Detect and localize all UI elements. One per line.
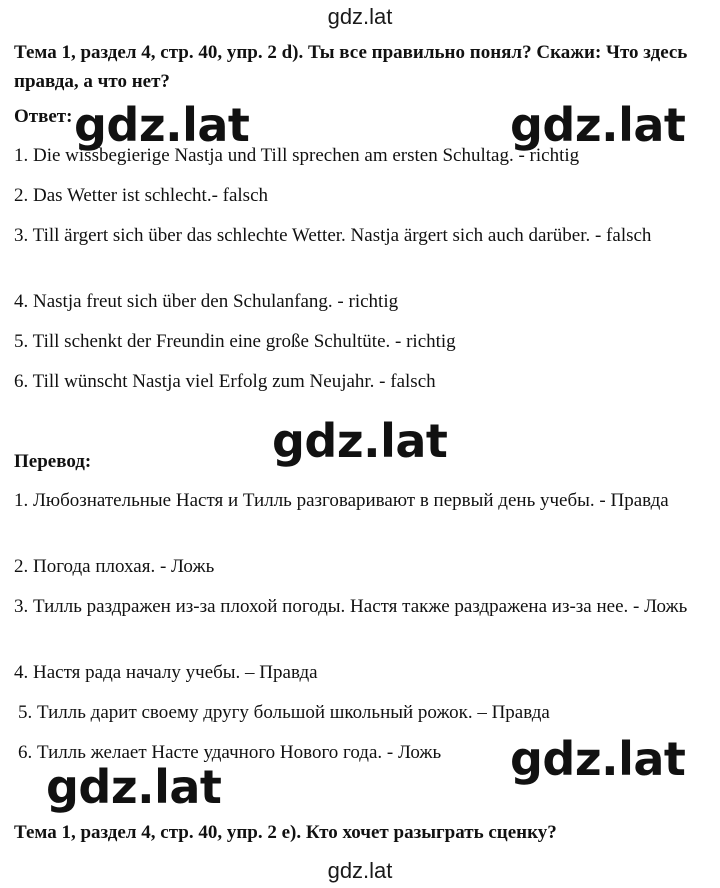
translation-item-4: 4. Настя рада началу учебы. – Правда bbox=[14, 662, 318, 683]
translation-item-6: 6. Тилль желает Насте удачного Нового года. - Ложь bbox=[18, 742, 442, 763]
answer-label: Ответ: bbox=[14, 106, 73, 127]
watermark-big-1: gdz.lat bbox=[74, 98, 250, 152]
watermark-big-4: gdz.lat bbox=[510, 732, 686, 786]
watermark-bottom: gdz.lat bbox=[327, 858, 393, 883]
answer-item-4: 4. Nastja freut sich über den Schulanfang. - richtig bbox=[14, 291, 399, 312]
next-task-heading: Тема 1, раздел 4, стр. 40, упр. 2 e). Кто хочет разыграть сценку? bbox=[14, 822, 557, 843]
watermark-big-3: gdz.lat bbox=[272, 414, 448, 468]
watermark-big-5: gdz.lat bbox=[46, 760, 222, 814]
task-heading: Тема 1, раздел 4, стр. 40, упр. 2 d). Ты все правильно понял? Скажи: Что здесь правда, а что нет? bbox=[14, 42, 688, 92]
answer-item-3: 3. Till ärgert sich über das schlechte Wetter. Nastja ärgert sich auch darüber. - falsch bbox=[14, 225, 652, 246]
answer-item-1: 1. Die wissbegierige Nastja und Till sprechen am ersten Schultag. - richtig bbox=[14, 145, 580, 166]
translation-item-1: 1. Любознательные Настя и Тилль разговаривают в первый день учебы. - Правда bbox=[14, 490, 669, 511]
translation-label: Перевод: bbox=[14, 451, 92, 472]
translation-item-2: 2. Погода плохая. - Ложь bbox=[14, 556, 215, 577]
watermark-top: gdz.lat bbox=[327, 4, 393, 29]
answer-item-2: 2. Das Wetter ist schlecht.- falsch bbox=[14, 185, 269, 206]
answer-item-6: 6. Till wünscht Nastja viel Erfolg zum Neujahr. - falsch bbox=[14, 371, 436, 392]
translation-item-5: 5. Тилль дарит своему другу большой школьный рожок. – Правда bbox=[18, 702, 550, 723]
translation-item-3: 3. Тилль раздражен из-за плохой погоды. Настя также раздражена из-за нее. - Ложь bbox=[14, 596, 688, 617]
answer-item-5: 5. Till schenkt der Freundin eine große Schultüte. - richtig bbox=[14, 331, 456, 352]
watermark-big-2: gdz.lat bbox=[510, 98, 686, 152]
